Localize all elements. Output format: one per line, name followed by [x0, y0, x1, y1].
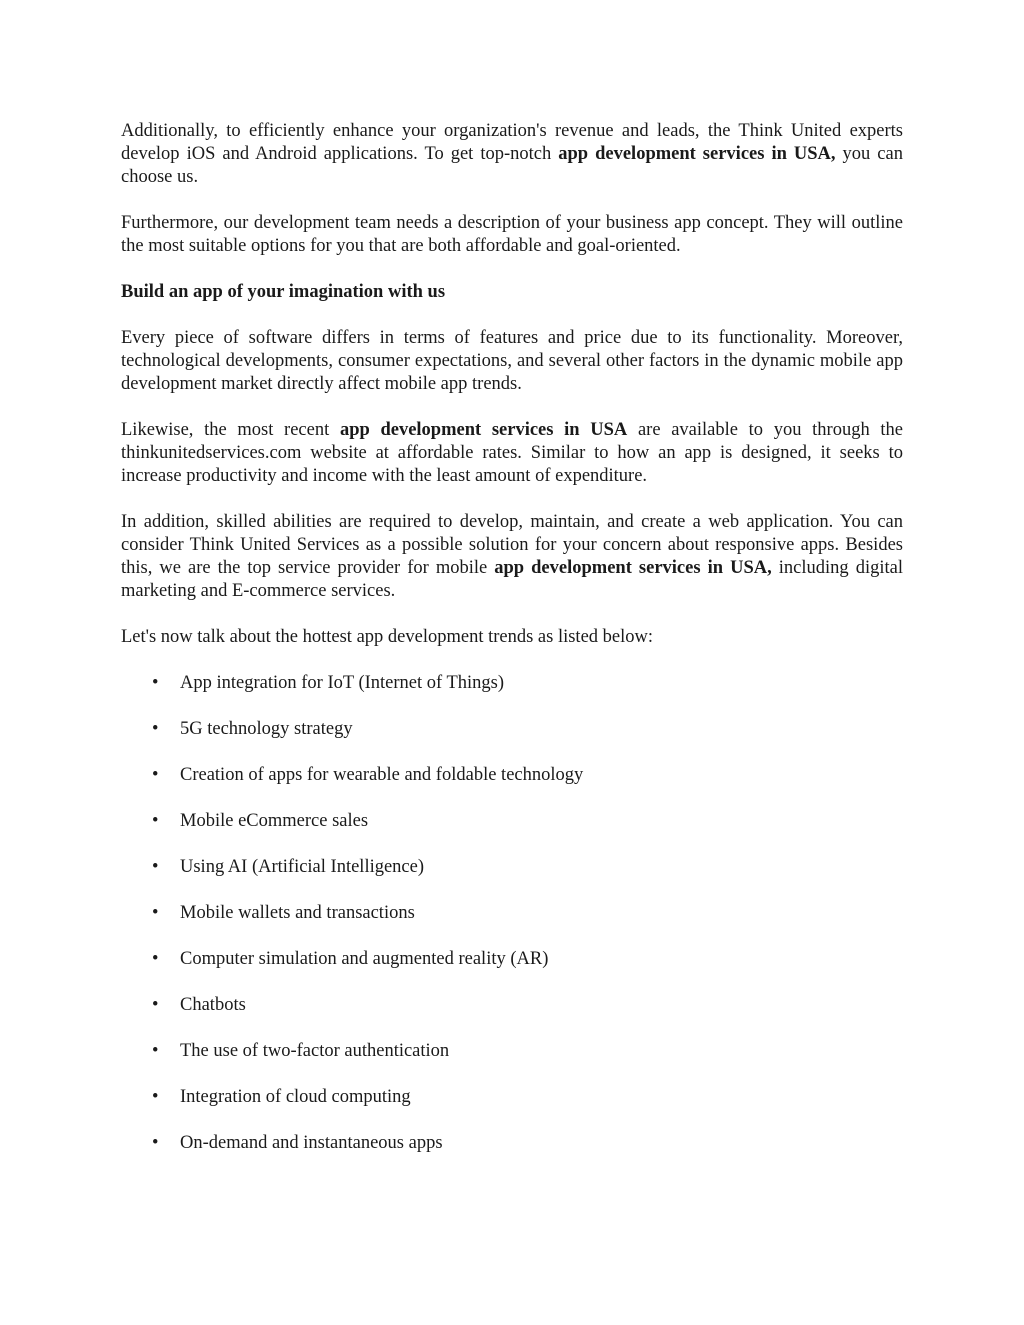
keyword-bold: app development services in USA, — [494, 558, 772, 578]
list-item — [121, 1132, 903, 1155]
bullet-icon: • — [152, 949, 159, 969]
bullet-icon: • — [152, 719, 159, 739]
list-item-text: Mobile wallets and transactions — [180, 903, 415, 923]
list-item — [121, 764, 903, 787]
list-item-text: 5G technology strategy — [180, 719, 353, 739]
list-item-text: Computer simulation and augmented reality (AR) — [180, 949, 549, 969]
list-item-text: Creation of apps for wearable and foldable technology — [180, 765, 584, 785]
list-item-text: App integration for IoT (Internet of Things) — [180, 673, 505, 693]
paragraph-trends-intro: Let's now talk about the hottest app development trends as listed below: — [121, 627, 654, 647]
section-heading: Build an app of your imagination with us — [121, 282, 446, 302]
bullet-icon: • — [152, 765, 159, 785]
trends-list — [121, 672, 903, 1155]
bullet-icon: • — [152, 1133, 159, 1153]
bullet-icon: • — [152, 673, 159, 693]
paragraph-likewise-tail: are available to you through the thinkunitedservices.com website at affordable rates. Similar to how an app is designed, it seeks to increase productivity and income with the least amount of expenditure. — [121, 420, 904, 486]
list-item — [121, 1040, 903, 1063]
paragraph-intro-text: Additionally, to efficiently enhance your organization's revenue and leads, the Think United experts develop iOS and Android applications. To get top-notch — [121, 121, 903, 164]
bullet-icon: • — [152, 811, 159, 831]
paragraph-intro-tail: you can choose us. — [121, 144, 903, 187]
bullet-icon: • — [152, 903, 159, 923]
keyword-bold: app development services in USA, — [558, 144, 836, 164]
list-item — [121, 994, 903, 1017]
bullet-icon: • — [152, 857, 159, 877]
paragraph-software: Every piece of software differs in terms of features and price due to its functionality. Moreover, technological developments, consumer expectations, and several other factors in the dynamic mobile app development market directly affect mobile app trends. — [121, 328, 903, 394]
list-item-text: Chatbots — [180, 995, 246, 1015]
list-item-text: Mobile eCommerce sales — [180, 811, 369, 831]
list-item — [121, 948, 903, 971]
bullet-icon: • — [152, 1087, 159, 1107]
paragraph-addition — [121, 511, 903, 603]
list-item — [121, 902, 903, 925]
paragraph-addition-tail: including digital marketing and E-commerce services. — [121, 558, 903, 601]
list-item-text: Integration of cloud computing — [180, 1087, 411, 1107]
list-item — [121, 672, 903, 695]
list-item — [121, 810, 903, 833]
bullet-icon: • — [152, 995, 159, 1015]
document-page — [121, 120, 903, 1178]
list-item — [121, 718, 903, 741]
paragraph-intro — [121, 120, 903, 189]
list-item — [121, 1086, 903, 1109]
bullet-icon: • — [152, 1041, 159, 1061]
list-item-text: On-demand and instantaneous apps — [180, 1133, 443, 1153]
paragraph-likewise — [121, 419, 903, 488]
paragraph-likewise-text: Likewise, the most recent — [121, 420, 340, 440]
list-item-text: Using AI (Artificial Intelligence) — [180, 857, 425, 877]
list-item-text: The use of two-factor authentication — [180, 1041, 450, 1061]
keyword-bold: app development services in USA — [339, 420, 628, 440]
paragraph-addition-text: In addition, skilled abilities are required to develop, maintain, and create a web application. You can consider Think United Services as a possible solution for your concern about responsive apps. Besides this, we are the top service provider for mobile — [121, 512, 903, 578]
list-item — [121, 856, 903, 879]
paragraph-team: Furthermore, our development team needs a description of your business app concept. They will outline the most suitable options for you that are both affordable and goal-oriented. — [121, 213, 903, 256]
